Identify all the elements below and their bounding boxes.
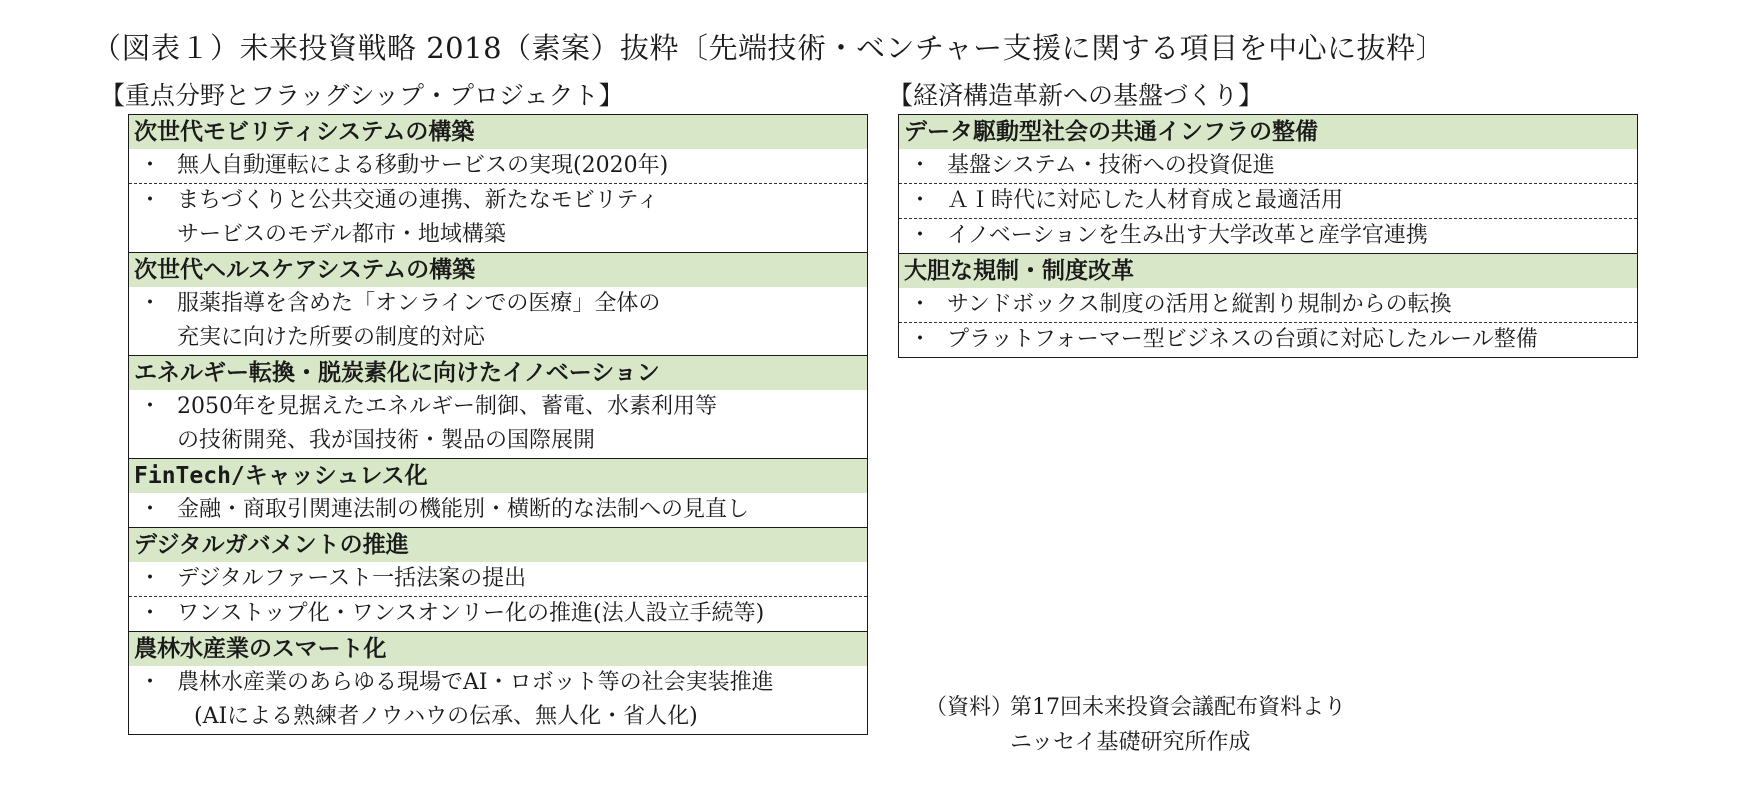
list-item (899, 288, 1637, 322)
bullet-mark: ・ (909, 153, 932, 178)
table-group (129, 631, 867, 734)
item-text: の技術開発、我が国技術・製品の国際展開 (177, 428, 596, 453)
item-text: ＡＩ時代に対応した人材育成と最適活用 (947, 188, 1344, 213)
list-item (129, 390, 867, 458)
bullet-mark: ・ (139, 670, 162, 695)
item-line (139, 149, 867, 183)
list-item (129, 493, 867, 527)
item-text: プラットフォーマー型ビジネスの台頭に対応したルール整備 (947, 327, 1538, 352)
list-item (129, 183, 867, 252)
source-note (925, 690, 1346, 760)
item-line (139, 666, 867, 700)
bullet-mark: ・ (139, 291, 162, 316)
table-group (129, 252, 867, 355)
item-text: イノベーションを生み出す大学改革と産学官連携 (947, 223, 1428, 248)
right-table (898, 114, 1638, 358)
item-text: 充実に向けた所要の制度的対応 (177, 325, 486, 350)
item-line (139, 700, 867, 734)
item-line (139, 562, 867, 596)
group-header: デジタルガバメントの推進 (129, 527, 867, 562)
bullet-mark: ・ (909, 327, 932, 352)
list-item (899, 183, 1637, 218)
group-header: 次世代モビリティシステムの構築 (129, 115, 867, 149)
group-header: 農林水産業のスマート化 (129, 631, 867, 666)
source-label: （資料） (925, 695, 1014, 720)
right-section-heading: 【経済構造革新への基盤づくり】 (888, 81, 1264, 110)
table-group (129, 355, 867, 458)
item-line (139, 287, 867, 321)
left-section-heading: 【重点分野とフラッグシップ・プロジェクト】 (100, 81, 624, 110)
item-line (139, 390, 867, 424)
group-header: データ駆動型社会の共通インフラの整備 (899, 115, 1637, 149)
table-group (899, 253, 1637, 357)
item-text: サンドボックス制度の活用と縦割り規制からの転換 (947, 292, 1452, 317)
list-item (129, 666, 867, 734)
item-line (139, 321, 867, 355)
item-line (909, 288, 1637, 322)
bullet-mark: ・ (909, 292, 932, 317)
table-group (129, 115, 867, 252)
item-line (909, 149, 1637, 183)
group-header: 大胆な規制・制度改革 (899, 253, 1637, 288)
item-text: 無人自動運転による移動サービスの実現(2020年) (177, 153, 669, 178)
group-header: 次世代ヘルスケアシステムの構築 (129, 252, 867, 287)
table-group (899, 115, 1637, 253)
source-line-1: 第17回未来投資会議配布資料より (1010, 695, 1346, 720)
list-item (129, 562, 867, 596)
bullet-mark: ・ (909, 223, 932, 248)
group-header: FinTech/キャッシュレス化 (129, 458, 867, 493)
list-item (129, 287, 867, 355)
source-line-2: ニッセイ基礎研究所作成 (1010, 730, 1251, 755)
table-group (129, 527, 867, 631)
item-text: 2050年を見据えたエネルギー制御、蓄電、水素利用等 (177, 394, 717, 419)
item-line (139, 493, 867, 527)
list-item (129, 149, 867, 183)
item-text: ワンストップ化・ワンスオンリー化の推進(法人設立手続等) (177, 601, 765, 626)
item-line (139, 597, 867, 631)
list-item (899, 149, 1637, 183)
item-text: (AIによる熟練者ノウハウの伝承、無人化・省人化) (194, 704, 698, 729)
item-line (139, 424, 867, 458)
bullet-mark: ・ (139, 601, 162, 626)
item-text: 服薬指導を含めた「オンラインでの医療」全体の (177, 291, 661, 316)
bullet-mark: ・ (139, 153, 162, 178)
item-text: 金融・商取引関連法制の機能別・横断的な法制への見直し (177, 497, 750, 522)
item-text: 農林水産業のあらゆる現場でAI・ロボット等の社会実装推進 (177, 670, 774, 695)
bullet-mark: ・ (139, 394, 162, 419)
table-group (129, 458, 867, 527)
bullet-mark: ・ (909, 188, 932, 213)
bullet-mark: ・ (139, 188, 162, 213)
item-line (909, 184, 1637, 218)
left-table (128, 114, 868, 735)
list-item (129, 596, 867, 631)
figure-title: （図表１）未来投資戦略 2018（素案）抜粋〔先端技術・ベンチャー支援に関する項目を中心に抜粋〕 (92, 31, 1446, 65)
list-item (899, 322, 1637, 357)
item-text: デジタルファースト一括法案の提出 (177, 566, 527, 591)
item-text: サービスのモデル都市・地域構築 (177, 222, 506, 247)
bullet-mark: ・ (139, 497, 162, 522)
bullet-mark: ・ (139, 566, 162, 591)
group-header: エネルギー転換・脱炭素化に向けたイノベーション (129, 355, 867, 390)
item-line (139, 218, 867, 252)
item-line (909, 323, 1637, 357)
item-line (139, 184, 867, 218)
item-line (909, 219, 1637, 253)
item-text: まちづくりと公共交通の連携、新たなモビリティ (177, 188, 659, 213)
list-item (899, 218, 1637, 253)
item-text: 基盤システム・技術への投資促進 (947, 153, 1275, 178)
